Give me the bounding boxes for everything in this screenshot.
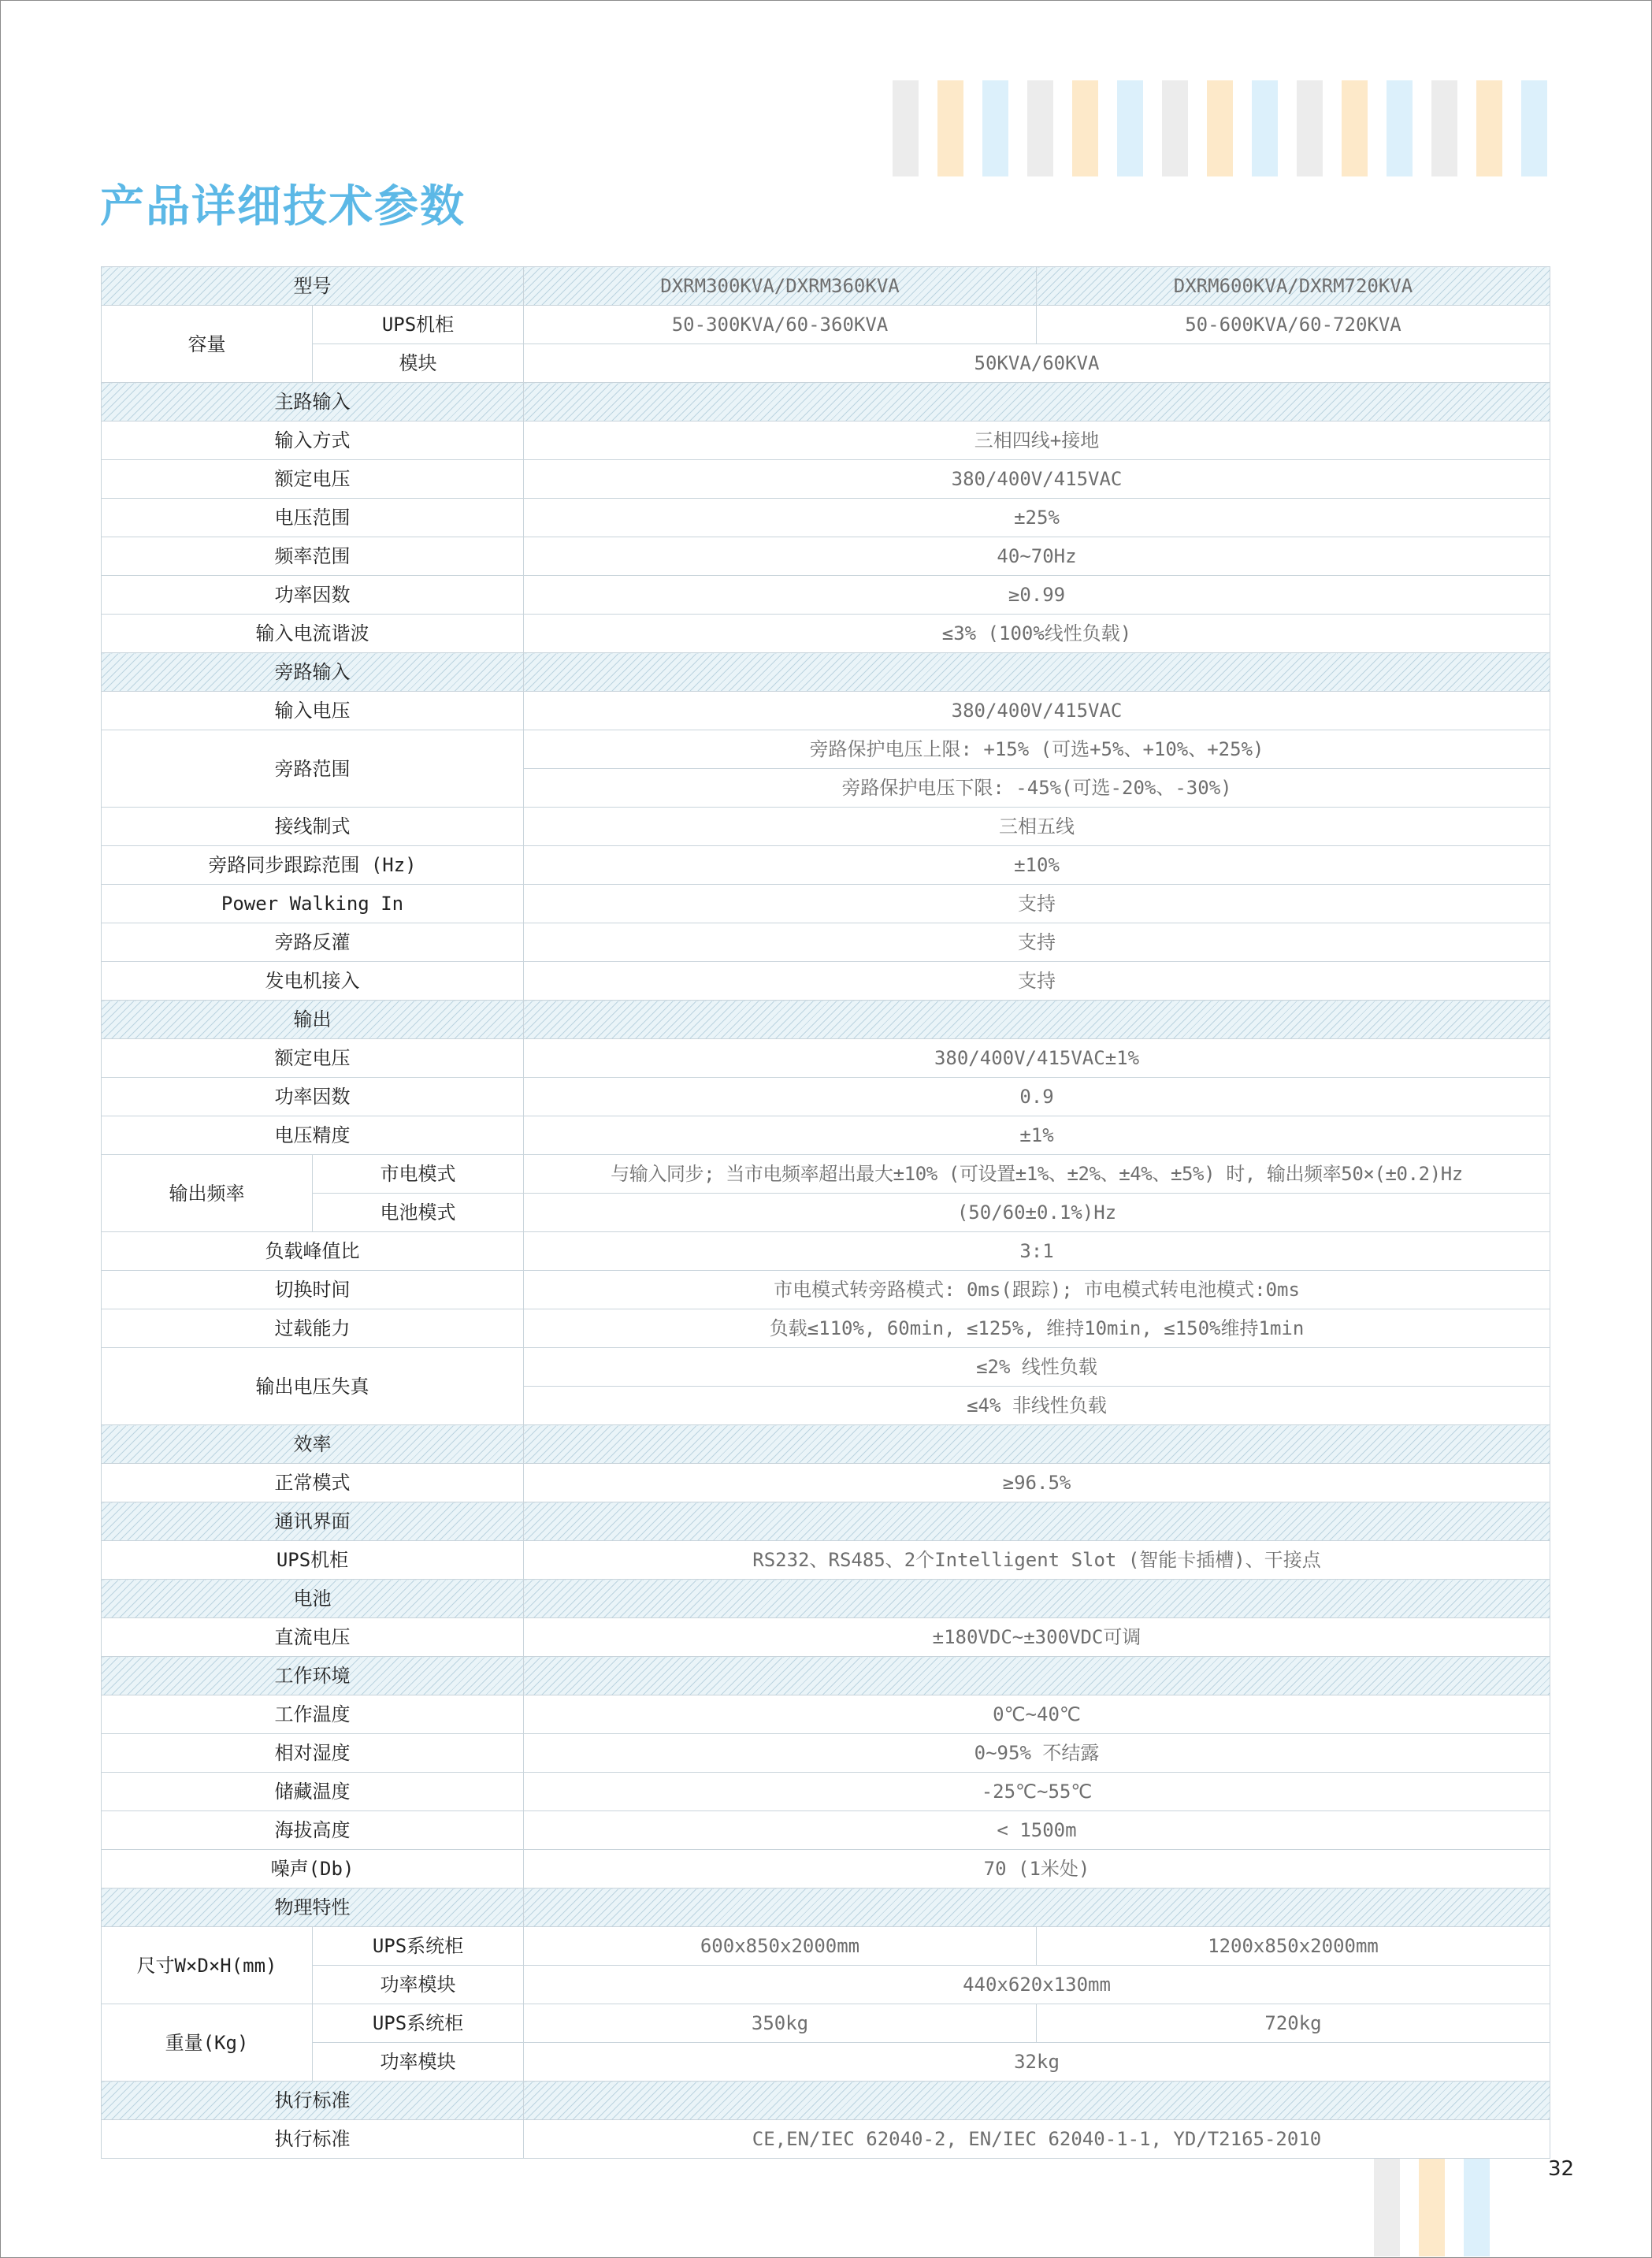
row-value: 负载≤110%, 60min, ≤125%, 维持10min, ≤150%维持1min [524, 1309, 1550, 1348]
table-row [102, 1039, 1550, 1078]
section-environment: 工作环境 [102, 1657, 524, 1695]
table-row [102, 1734, 1550, 1773]
table-row [102, 923, 1550, 962]
row-value: ≥96.5% [524, 1464, 1550, 1502]
row-value: 720kg [1037, 2004, 1550, 2043]
section-row [102, 1888, 1550, 1927]
row-value: 三相四线+接地 [524, 422, 1550, 460]
table-row [102, 1116, 1550, 1155]
row-sublabel: UPS系统柜 [313, 1927, 524, 1966]
row-label: 频率范围 [102, 537, 524, 576]
row-label: 尺寸W×D×H(mm) [102, 1927, 313, 2004]
capacity-cabinet-a: 50-300KVA/60-360KVA [524, 306, 1037, 344]
row-value: ≤2% 线性负载 [524, 1348, 1550, 1387]
section-row [102, 1425, 1550, 1464]
row-value: 1200x850x2000mm [1037, 1927, 1550, 1966]
table-row [102, 885, 1550, 923]
table-row [102, 499, 1550, 537]
row-sublabel: 市电模式 [313, 1155, 524, 1194]
row-value: 32kg [524, 2043, 1550, 2082]
row-value: 3:1 [524, 1232, 1550, 1271]
section-row [102, 1502, 1550, 1541]
model-header-row [102, 267, 1550, 306]
table-row [102, 344, 1550, 383]
row-label: 过载能力 [102, 1309, 524, 1348]
table-row [102, 1850, 1550, 1888]
table-row [102, 1271, 1550, 1309]
page-title: 产品详细技术参数 [100, 181, 466, 232]
row-sublabel: 功率模块 [313, 2043, 524, 2082]
table-row [102, 1232, 1550, 1271]
table-row [102, 1541, 1550, 1580]
table-row [102, 846, 1550, 885]
capacity-cabinet-b: 50-600KVA/60-720KVA [1037, 306, 1550, 344]
row-value: 市电模式转旁路模式: 0ms(跟踪); 市电模式转电池模式:0ms [524, 1271, 1550, 1309]
table-row [102, 2004, 1550, 2043]
table-row [102, 1348, 1550, 1387]
section-row [102, 1001, 1550, 1039]
row-value: 440x620x130mm [524, 1966, 1550, 2004]
table-row [102, 808, 1550, 846]
row-value: 支持 [524, 962, 1550, 1001]
table-row [102, 1078, 1550, 1116]
row-value: 0~95% 不结露 [524, 1734, 1550, 1773]
table-row [102, 576, 1550, 615]
row-value: 380/400V/415VAC [524, 460, 1550, 499]
row-label: 工作温度 [102, 1695, 524, 1734]
row-value: ±1% [524, 1116, 1550, 1155]
row-sublabel: UPS系统柜 [313, 2004, 524, 2043]
row-label: 发电机接入 [102, 962, 524, 1001]
row-label: 额定电压 [102, 1039, 524, 1078]
table-row [102, 2120, 1550, 2159]
table-row [102, 962, 1550, 1001]
row-label: 额定电压 [102, 460, 524, 499]
row-sublabel: 电池模式 [313, 1194, 524, 1232]
row-label: 重量(Kg) [102, 2004, 313, 2082]
table-row [102, 422, 1550, 460]
row-sublabel: 功率模块 [313, 1966, 524, 2004]
row-label: 相对湿度 [102, 1734, 524, 1773]
capacity-cabinet-label: UPS机柜 [313, 306, 524, 344]
table-row [102, 537, 1550, 576]
row-value: 支持 [524, 923, 1550, 962]
section-row [102, 383, 1550, 422]
table-row [102, 1618, 1550, 1657]
row-value: RS232、RS485、2个Intelligent Slot (智能卡插槽)、干接点 [524, 1541, 1550, 1580]
table-row [102, 1811, 1550, 1850]
row-label: 电压精度 [102, 1116, 524, 1155]
decorative-stripes-top [893, 80, 1547, 176]
row-label: 正常模式 [102, 1464, 524, 1502]
row-label: Power Walking In [102, 885, 524, 923]
capacity-label: 容量 [102, 306, 313, 383]
row-label: 输入电压 [102, 692, 524, 730]
row-value: ≤4% 非线性负载 [524, 1387, 1550, 1425]
row-label: 旁路范围 [102, 730, 524, 808]
section-row [102, 653, 1550, 692]
row-label: 输出电压失真 [102, 1348, 524, 1425]
section-standards: 执行标准 [102, 2082, 524, 2120]
row-value: 380/400V/415VAC±1% [524, 1039, 1550, 1078]
row-label: 旁路同步跟踪范围 (Hz) [102, 846, 524, 885]
section-physical: 物理特性 [102, 1888, 524, 1927]
row-label: 功率因数 [102, 1078, 524, 1116]
row-label: 执行标准 [102, 2120, 524, 2159]
row-label: 负载峰值比 [102, 1232, 524, 1271]
row-value: 与输入同步; 当市电频率超出最大±10% (可设置±1%、±2%、±4%、±5%) 时, 输出频率50×(±0.2)Hz [524, 1155, 1550, 1194]
row-value: 600x850x2000mm [524, 1927, 1037, 1966]
spec-table [101, 266, 1550, 2159]
capacity-module-value: 50KVA/60KVA [524, 344, 1550, 383]
row-value: 0℃~40℃ [524, 1695, 1550, 1734]
model-header-label: 型号 [102, 267, 524, 306]
row-label: 切换时间 [102, 1271, 524, 1309]
row-value: 三相五线 [524, 808, 1550, 846]
row-label: 接线制式 [102, 808, 524, 846]
row-label: 旁路反灌 [102, 923, 524, 962]
table-row [102, 306, 1550, 344]
row-value: 380/400V/415VAC [524, 692, 1550, 730]
table-row [102, 1155, 1550, 1194]
row-value: 旁路保护电压上限: +15% (可选+5%、+10%、+25%) [524, 730, 1550, 769]
table-row [102, 1194, 1550, 1232]
row-label: 储藏温度 [102, 1773, 524, 1811]
table-row [102, 1966, 1550, 2004]
row-value: 旁路保护电压下限: -45%(可选-20%、-30%) [524, 769, 1550, 808]
row-label: 功率因数 [102, 576, 524, 615]
model-a: DXRM300KVA/DXRM360KVA [524, 267, 1037, 306]
table-row [102, 615, 1550, 653]
row-value: ±180VDC~±300VDC可调 [524, 1618, 1550, 1657]
row-value: ±25% [524, 499, 1550, 537]
section-battery: 电池 [102, 1580, 524, 1618]
table-row [102, 2043, 1550, 2082]
row-value: 支持 [524, 885, 1550, 923]
section-row [102, 1580, 1550, 1618]
row-label: 海拔高度 [102, 1811, 524, 1850]
table-row [102, 730, 1550, 769]
table-row [102, 1695, 1550, 1734]
table-row [102, 1464, 1550, 1502]
page-number: 32 [1548, 2157, 1575, 2181]
row-label: 输出频率 [102, 1155, 313, 1232]
section-row [102, 1657, 1550, 1695]
row-label: 噪声(Db) [102, 1850, 524, 1888]
table-row [102, 1309, 1550, 1348]
row-value: CE,EN/IEC 62040-2, EN/IEC 62040-1-1, YD/T2165-2010 [524, 2120, 1550, 2159]
row-value: 0.9 [524, 1078, 1550, 1116]
table-row [102, 1773, 1550, 1811]
row-value: ≥0.99 [524, 576, 1550, 615]
row-value: (50/60±0.1%)Hz [524, 1194, 1550, 1232]
table-row [102, 692, 1550, 730]
model-b: DXRM600KVA/DXRM720KVA [1037, 267, 1550, 306]
section-efficiency: 效率 [102, 1425, 524, 1464]
row-value: 40~70Hz [524, 537, 1550, 576]
row-value: < 1500m [524, 1811, 1550, 1850]
section-communication: 通讯界面 [102, 1502, 524, 1541]
row-value: 350kg [524, 2004, 1037, 2043]
row-label: UPS机柜 [102, 1541, 524, 1580]
row-value: 70 (1米处) [524, 1850, 1550, 1888]
row-label: 电压范围 [102, 499, 524, 537]
row-label: 直流电压 [102, 1618, 524, 1657]
row-value: ≤3% (100%线性负载) [524, 615, 1550, 653]
row-value: ±10% [524, 846, 1550, 885]
capacity-module-label: 模块 [313, 344, 524, 383]
decorative-stripes-bottom [1374, 2159, 1490, 2256]
section-bypass-input: 旁路输入 [102, 653, 524, 692]
row-label: 输入电流谐波 [102, 615, 524, 653]
table-row [102, 1927, 1550, 1966]
section-output: 输出 [102, 1001, 524, 1039]
row-label: 输入方式 [102, 422, 524, 460]
table-row [102, 460, 1550, 499]
section-row [102, 2082, 1550, 2120]
row-value: -25℃~55℃ [524, 1773, 1550, 1811]
section-main-input: 主路输入 [102, 383, 524, 422]
